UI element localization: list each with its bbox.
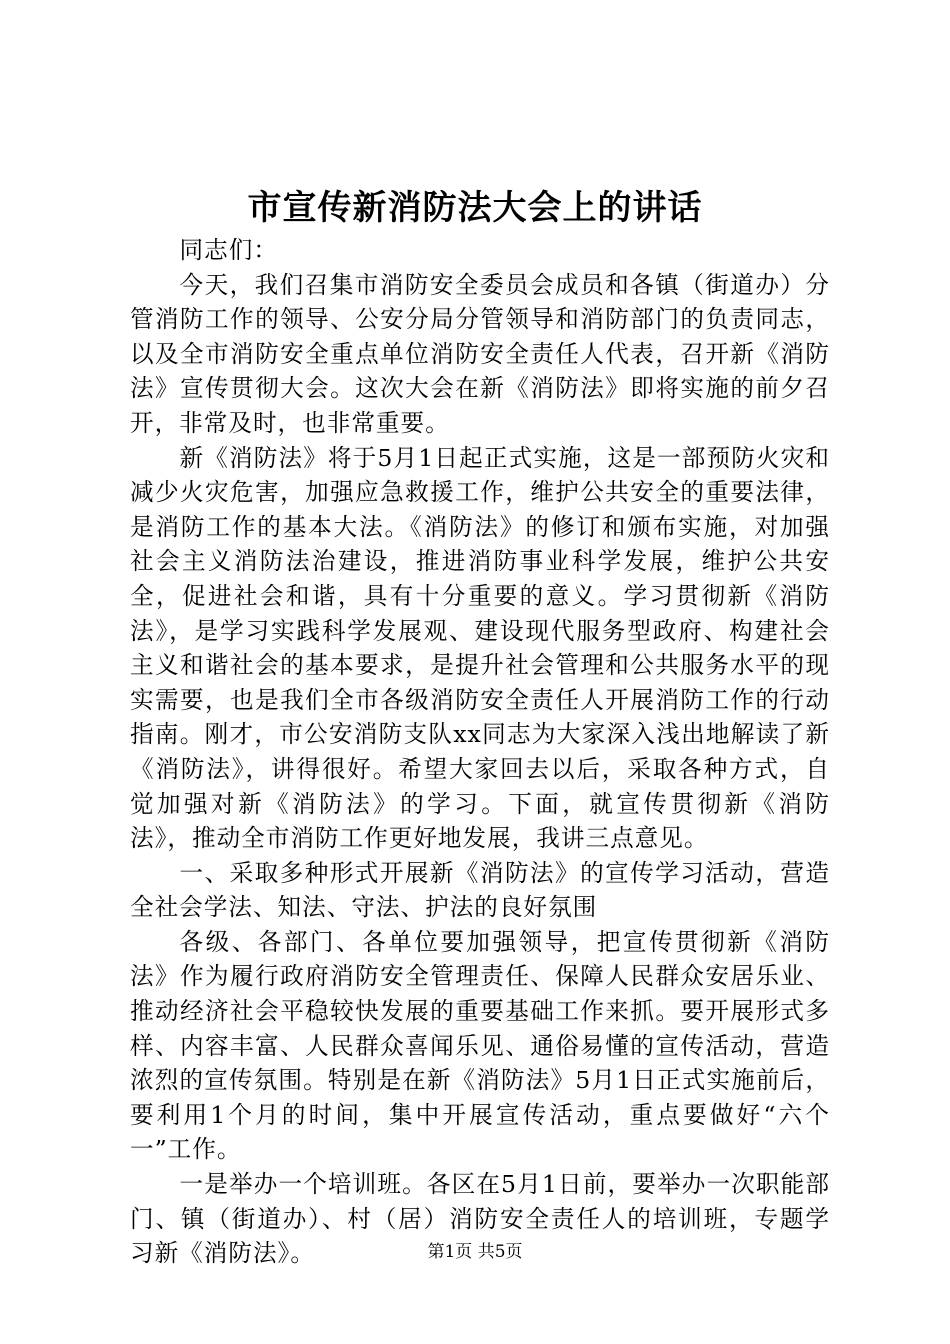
body-paragraph: 新《消防法》将于5月1日起正式实施，这是一部预防火灾和减少火灾危害，加强应急救援工作，维护公共安全的重要法律，是消防工作的基本大法。《消防法》的修订和颁布实施，对加强社会主义消防法治建设，推进消防事业科学发展，维护公共安全，促进社会和谐，具有十分重要的意义。学习贯彻新《消防法》，是学习实践科学发展观、建设现代服务型政府、构建社会主义和谐社会的基本要求，是提升社会管理和公共服务水平的现实需要，也是我们全市各级消防安全责任人开展消防工作的行动指南。刚才，市公安消防支队xx同志为大家深入浅出地解读了新《消防法》，讲得很好。希望大家回去以后，采取各种方式，自觉加强对新《消防法》的学习。下面，就宣传贯彻新《消防法》，推动全市消防工作更好地发展，我讲三点意见。 (130, 443, 830, 853)
document-title: 市宣传新消防法大会上的讲话 (247, 188, 703, 228)
body-paragraph: 一是举办一个培训班。各区在5月1日前，要举办一次职能部门、镇（街道办）、村（居）消防安全责任人的培训班，专题学习新《消防法》。 (130, 1170, 830, 1268)
document-body (130, 233, 830, 1271)
salutation-paragraph: 同志们： (179, 236, 278, 264)
body-paragraph: 今天，我们召集市消防安全委员会成员和各镇（街道办）分管消防工作的领导、公安分局分管领导和消防部门的负责同志，以及全市消防安全重点单位消防安全责任人代表，召开新《消防法》宣传贯彻大会。这次大会在新《消防法》即将实施的前夕召开，非常及时，也非常重要。 (130, 270, 830, 437)
body-paragraph: 各级、各部门、各单位要加强领导，把宣传贯彻新《消防法》作为履行政府消防安全管理责任、保障人民群众安居乐业、推动经济社会平稳较快发展的重要基础工作来抓。要开展形式多样、内容丰富、人民群众喜闻乐见、通俗易懂的宣传活动，营造浓烈的宣传氛围。特别是在新《消防法》5月1日正式实施前后，要利用1个月的时间，集中开展宣传活动，重点要做好“六个一”工作。 (130, 927, 830, 1164)
section-heading: 一、采取多种形式开展新《消防法》的宣传学习活动，营造全社会学法、知法、守法、护法的良好氛围 (130, 858, 830, 922)
page-number-footer: 第1页 共5页 (427, 1242, 523, 1262)
